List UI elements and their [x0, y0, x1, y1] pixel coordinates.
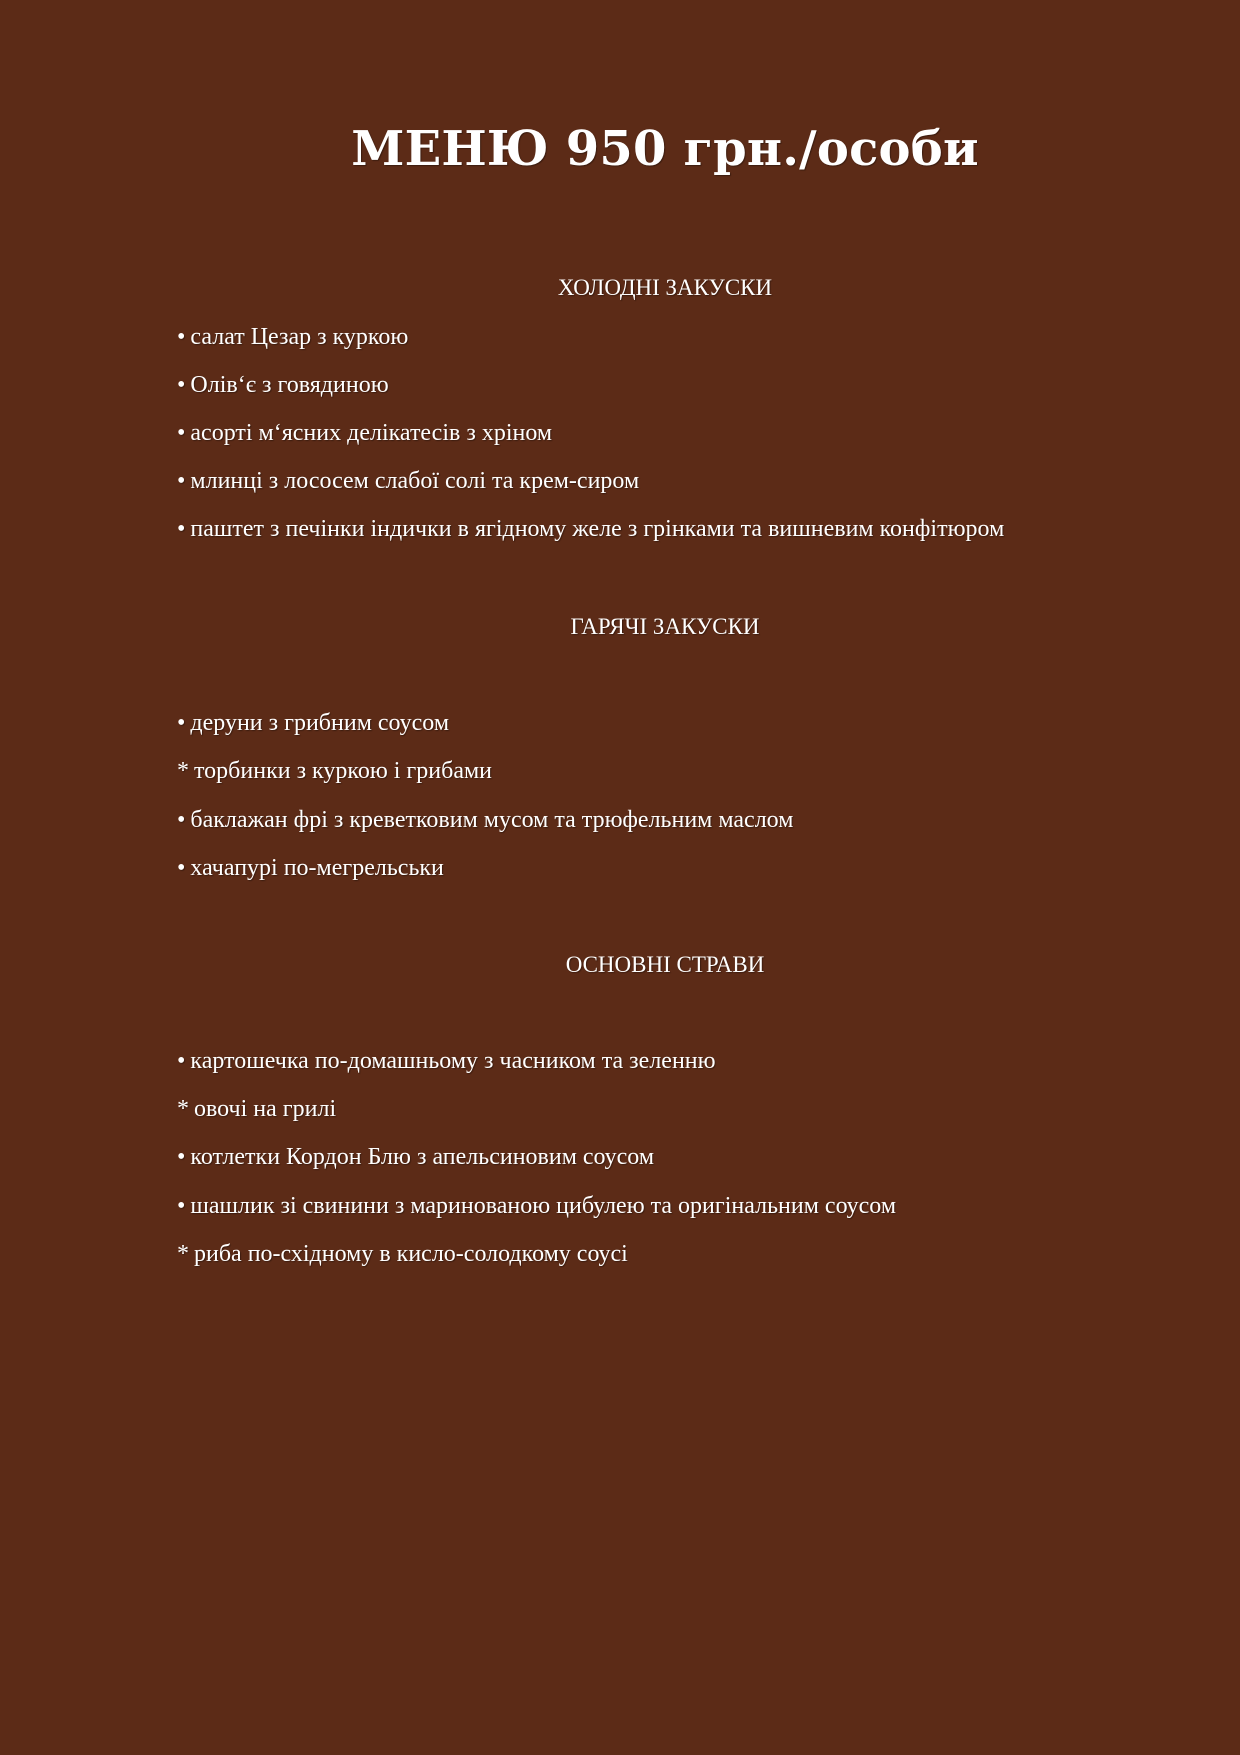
menu-item	[177, 707, 449, 739]
menu-item-text: млинці з лососем слабої солі та крем-сиром	[190, 468, 640, 494]
menu-item-text: салат Цезар з куркою	[190, 324, 409, 350]
bullet-marker: •	[177, 710, 186, 736]
asterisk-marker: *	[177, 758, 189, 784]
menu-item-text: шашлик зі свинини з маринованою цибулею та оригінальним соусом	[190, 1193, 897, 1219]
menu-item	[177, 1238, 628, 1270]
menu-item-text: асорті м‘ясних делікатесів з хріном	[190, 420, 553, 446]
menu-item-text: торбинки з куркою і грибами	[194, 758, 492, 784]
menu-item-text: баклажан фрі з креветковим мусом та трюфельним маслом	[190, 807, 794, 833]
bullet-marker: •	[177, 855, 186, 881]
section-heading-hot-appetizers: ГАРЯЧІ ЗАКУСКИ	[570, 614, 760, 639]
menu-item	[177, 1190, 896, 1222]
section-heading-main-dishes: ОСНОВНІ СТРАВИ	[565, 952, 765, 977]
menu-item	[177, 755, 492, 787]
menu-item	[177, 852, 444, 884]
menu-item-text: деруни з грибним соусом	[190, 710, 450, 736]
menu-item-text: хачапурі по-мегрельськи	[190, 855, 444, 881]
menu-item-text: риба по-східному в кисло-солодкому соусі	[194, 1241, 628, 1267]
menu-item	[177, 369, 389, 401]
menu-item	[177, 804, 793, 836]
bullet-marker: •	[177, 1193, 186, 1219]
menu-item	[177, 1141, 654, 1173]
bullet-marker: •	[177, 468, 186, 494]
menu-item-text: Олів‘є з говядиною	[190, 372, 389, 398]
bullet-marker: •	[177, 420, 186, 446]
menu-item-text: паштет з печінки індички в ягідному желе з грінками та вишневим конфітюром	[190, 516, 1005, 542]
menu-item-text: картошечка по-домашньому з часником та зеленню	[190, 1048, 716, 1074]
menu-item	[177, 417, 552, 449]
menu-item	[177, 513, 1004, 545]
section-heading-cold-appetizers: ХОЛОДНІ ЗАКУСКИ	[557, 275, 773, 300]
bullet-marker: •	[177, 324, 186, 350]
menu-item-text: котлетки Кордон Блю з апельсиновим соусом	[190, 1144, 655, 1170]
asterisk-marker: *	[177, 1241, 189, 1267]
bullet-marker: •	[177, 516, 186, 542]
bullet-marker: •	[177, 1144, 186, 1170]
menu-title: МЕНЮ 950 грн./особи	[351, 121, 979, 177]
menu-item	[177, 1045, 716, 1077]
bullet-marker: •	[177, 372, 186, 398]
asterisk-marker: *	[177, 1096, 189, 1122]
bullet-marker: •	[177, 1048, 186, 1074]
bullet-marker: •	[177, 807, 186, 833]
menu-item-text: овочі на грилі	[194, 1096, 337, 1122]
menu-item	[177, 321, 408, 353]
menu-item	[177, 465, 639, 497]
menu-item	[177, 1093, 336, 1125]
